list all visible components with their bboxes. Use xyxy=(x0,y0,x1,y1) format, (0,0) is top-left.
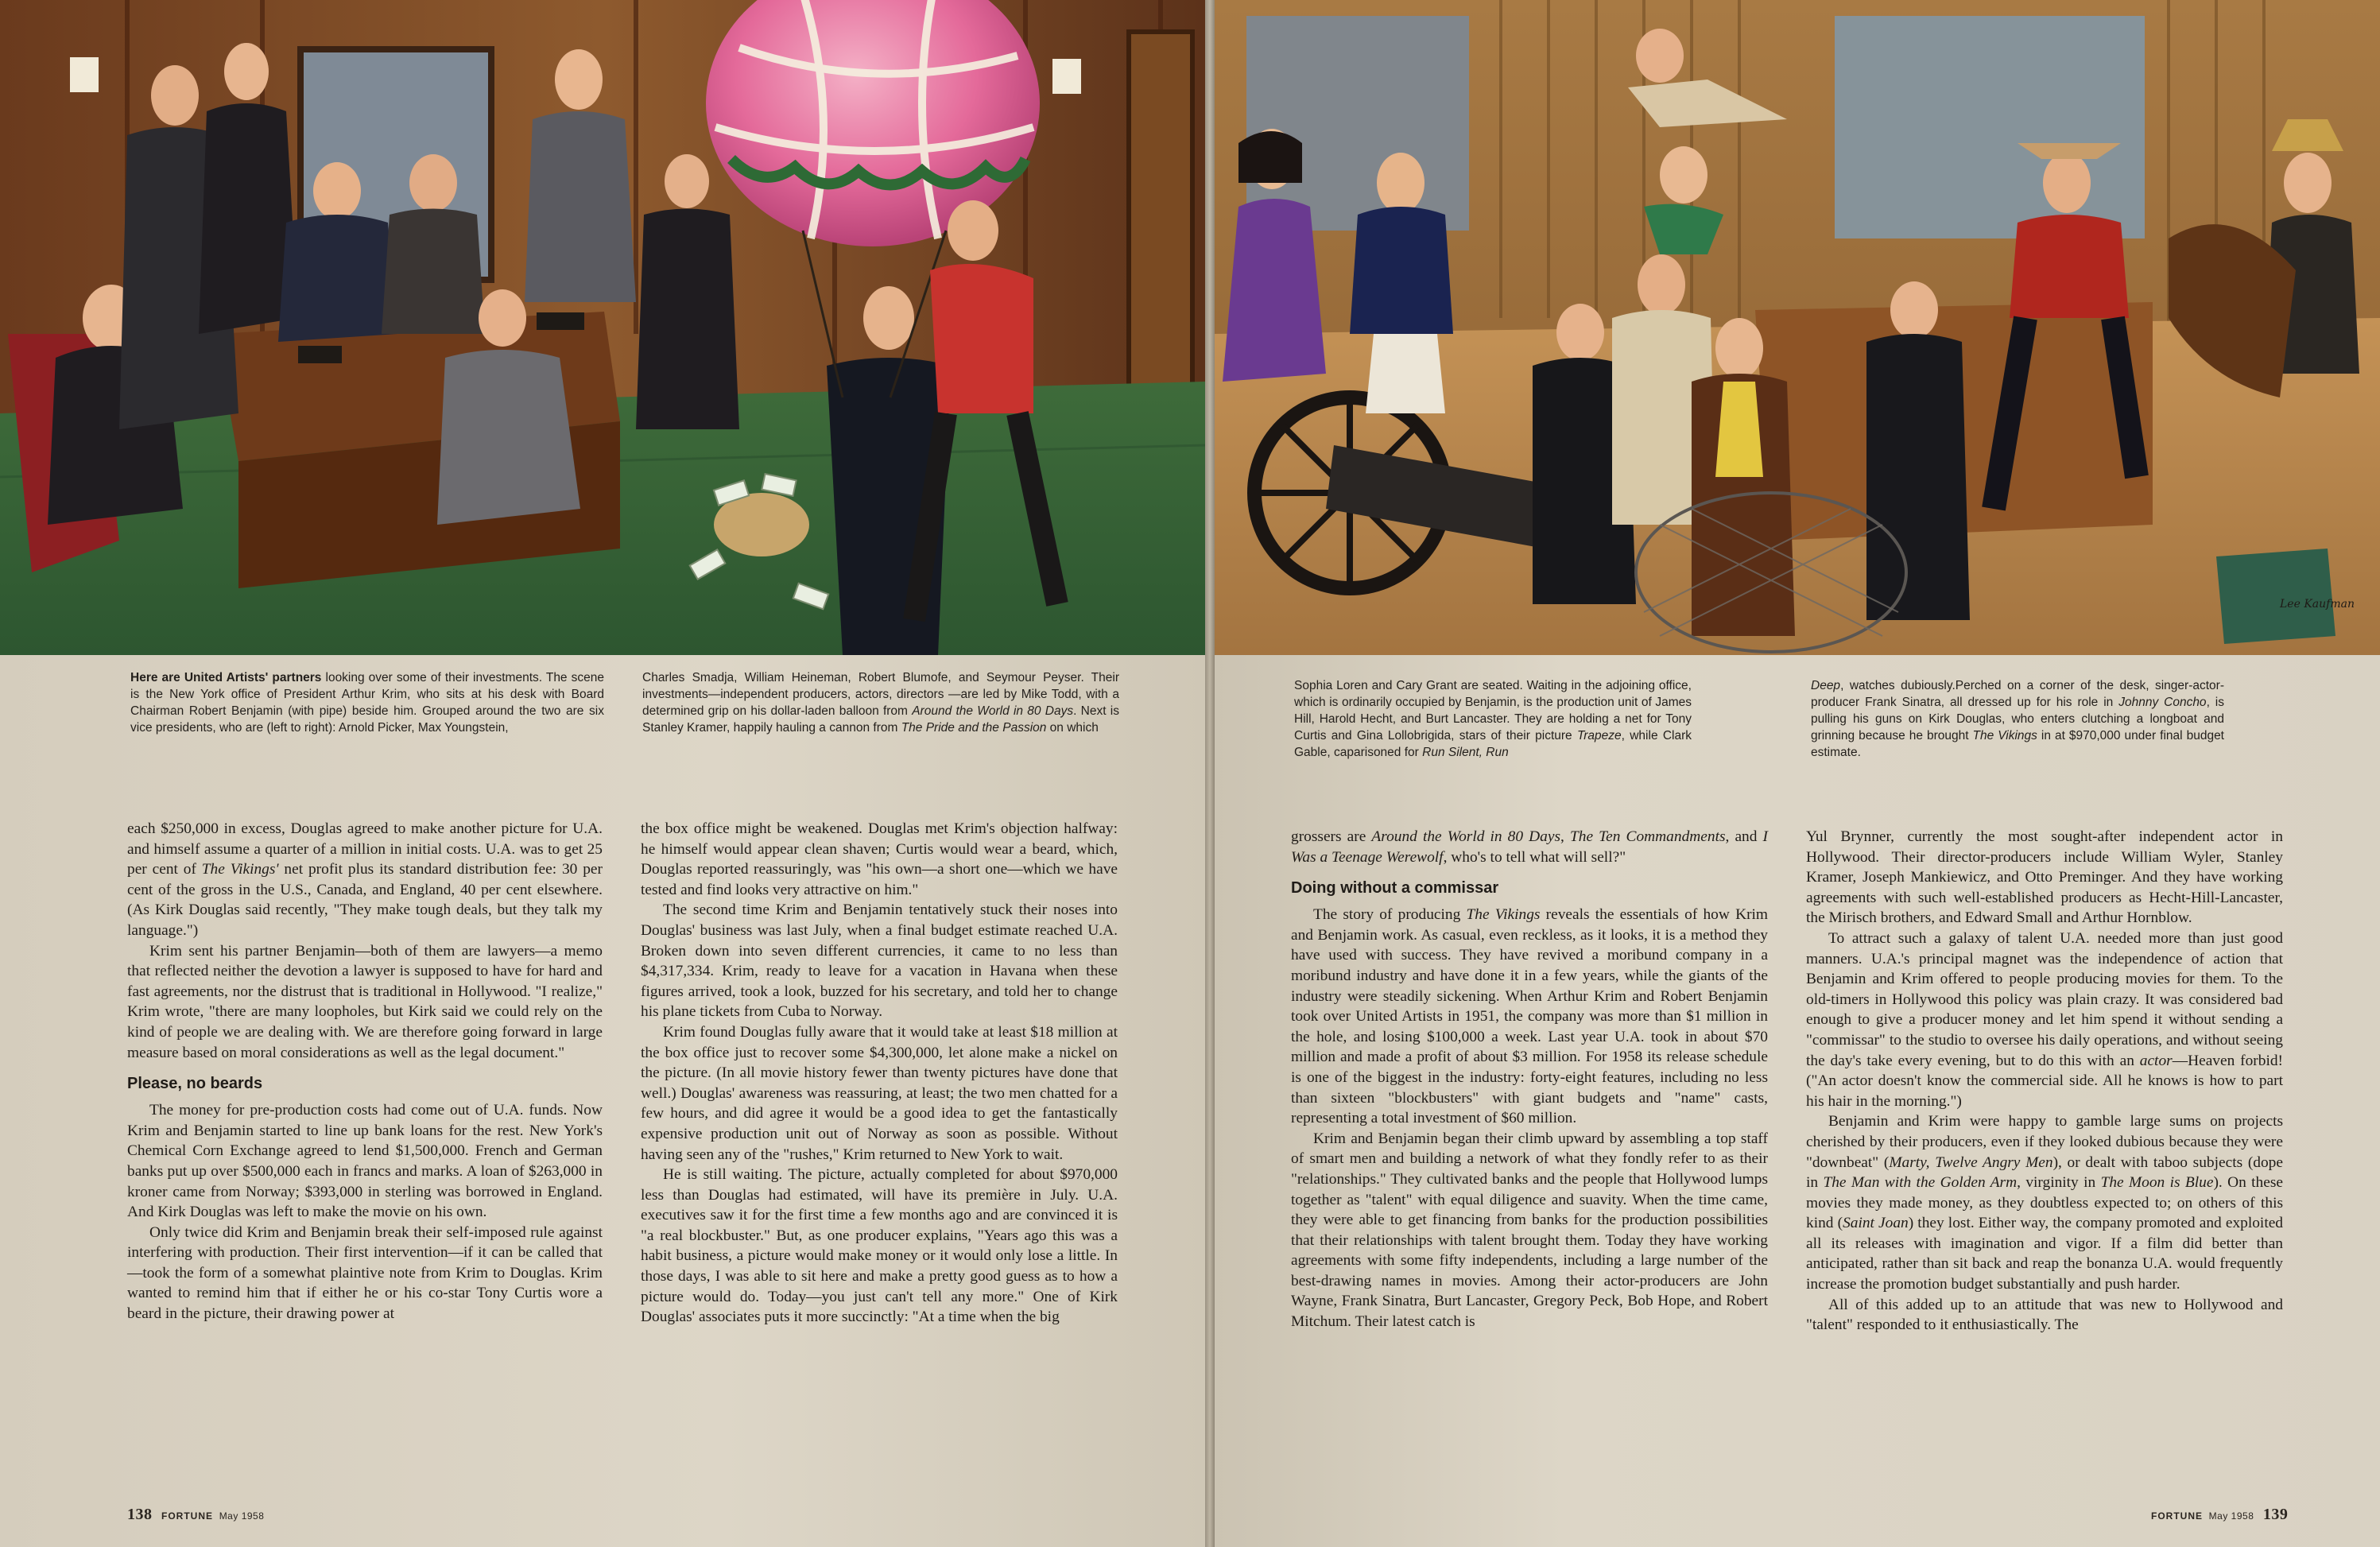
right-column-1 xyxy=(1291,827,1768,1332)
film-title: Saint Joan xyxy=(1843,1215,1909,1232)
paragraph: Krim and Benjamin began their climb upward by assembling a top staff of smart men and building a network of what they fondly refer to as their "relationships." They cultivated banks and the people that Hollywood lumps together as "talent" with equal diligence and suavity. When the time came, they were able to get financing from banks for the production possibilities that their relationships with talent brought them. Today they have working agreements with some fifty independents, including a large number of the best-drawing names in movies. Among their actor-producers are John Wayne, Frank Sinatra, Burt Lancaster, Gregory Peck, Bob Hope, and Robert Mitchum. Their latest catch is xyxy=(1291,1130,1768,1331)
section-heading: Doing without a commissar xyxy=(1291,879,1499,898)
issue-date: May 1958 xyxy=(2208,1510,2254,1522)
paragraph xyxy=(127,819,603,941)
text: ), or dealt with taboo subjects (dope in xyxy=(1806,1153,2283,1192)
caption-text: on which xyxy=(1046,721,1099,735)
film-title: The Man with the Golden Arm xyxy=(1823,1174,2018,1192)
right-caption-col2 xyxy=(1811,677,2224,761)
text: —Heaven forbid! ("An actor doesn't know the commercial side. All he knows is how to part his hair in the morning.") xyxy=(1806,1052,2283,1110)
film-title: Run Silent, Run xyxy=(1422,746,1509,759)
caption-lead: Here are United Artists' partners xyxy=(130,671,322,684)
caption-text: looking over some of their investments. The scene is the New York office of President Arthur Krim, who sits at his desk with Board Chairman Robert Benjamin (with pipe) beside him. Grouped around the two are six vice presidents, who are (left to right): Arnold Picker, Max Youngstein, xyxy=(130,671,604,735)
film-title: Marty, Twelve Angry Men xyxy=(1889,1153,2053,1171)
page-number: 139 xyxy=(2262,1506,2289,1523)
magazine-name: FORTUNE xyxy=(2151,1510,2203,1522)
left-column-2 xyxy=(641,819,1118,1328)
text: , who's to tell what will sell?" xyxy=(1443,848,1626,866)
artist-signature: Lee Kaufman xyxy=(2280,598,2355,611)
film-title: Deep xyxy=(1811,679,1841,692)
film-title: Johnny Concho xyxy=(2118,696,2207,709)
office-painting xyxy=(0,0,1205,655)
left-illustration xyxy=(0,0,1205,655)
emphasis: actor xyxy=(2139,1052,2173,1069)
paragraph: Only twice did Krim and Benjamin break their self-imposed rule against interfering with production. Their first intervention—if it can be called that—took the form of a somewhat plaintive note from Krim to Douglas. Krim wanted to remind him that if either he or his co-star Tony Curtis wore a beard in the picture, their drawing power at xyxy=(127,1223,603,1323)
section-heading: Please, no beards xyxy=(127,1075,263,1093)
film-title: Around the World in 80 Days xyxy=(912,704,1074,718)
film-title: The Pride and the Passion xyxy=(901,721,1047,735)
film-title: Trapeze xyxy=(1576,729,1622,742)
text: net profit plus its standard distribution fee: 30 per cent of the gross in the U.S., Canada, and England, 40 per cent elsewhere. (As Kirk Douglas said recently, "They make tough deals, but they talk my language.") xyxy=(127,861,603,939)
text: grossers are xyxy=(1291,828,1372,845)
text: The story of producing xyxy=(1313,906,1467,924)
paragraph: Krim sent his partner Benjamin—both of them are lawyers—a memo that reflected neither the devotion a lawyer is supposed to have for hard and fast agreements, nor the distrust that is traditional in Hollywood. "I realize," Krim wrote, "there are many loopholes, but Kirk said we could rely on the kind of people we are dealing with. We are therefore going forward in large measure based on moral considerations as well as the legal document." xyxy=(127,942,603,1061)
caption-text: , watches dubiously.Perched on a corner of the desk, singer-actor-producer Frank Sinatra, all dressed up for his role in xyxy=(1811,679,2224,709)
left-folio xyxy=(127,1506,264,1524)
paragraph: the box office might be weakened. Douglas met Krim's objection halfway: he himself would appear clean shaven; Curtis would wear a beard, which, Douglas reported reassuringly, was "his own—a short one—which we have tested and find looks very attractive on him." xyxy=(641,820,1118,898)
right-illustration xyxy=(1215,0,2380,655)
film-title: The Moon is Blue xyxy=(2100,1174,2214,1192)
right-folio xyxy=(2151,1506,2288,1524)
caption-text: , while Clark Gable, caparisoned for xyxy=(1294,729,1692,759)
hollywood-painting xyxy=(1215,0,2380,655)
film-title: The Vikings xyxy=(1466,906,1541,924)
right-column-2 xyxy=(1806,827,2283,1336)
magazine-name: FORTUNE xyxy=(161,1510,214,1522)
text: To attract such a galaxy of talent U.A. needed more than just good manners. U.A.'s principal magnet was the independence of action that Benjamin and Krim offered to people producing movies for them. To the old-timers in Hollywood this policy was plain crazy. It was considered bad enough to give a producer money and let him spend it without sending a "commissar" to the studio to oversee his daily operations, and without seeing the day's take every evening, but to do this with an xyxy=(1806,929,2283,1069)
paragraph: The money for pre-production costs had come out of U.A. funds. Now Krim and Benjamin started to line up bank loans for the rest. New York's Chemical Corn Exchange agreed to lend $1,500,000. French and German banks put up over $500,000 each in francs and marks. A loan of $263,000 in kroner came from Norway; $393,000 in sterling was borrowed in England. And Kirk Douglas was left to make the movie on his own. xyxy=(127,1102,603,1221)
text: , virginity in xyxy=(2017,1174,2101,1192)
paragraph: Krim found Douglas fully aware that it would take at least $18 million at the box office just to recover some $4,300,000, let alone make a nickel on the picture. (In all movie history fewer than twenty pictures have done that well.) Douglas' awareness was reassuring, at least; the two men chatted for a few hours, and did agree it would be a good idea to get the fantastically expensive production unit out of Norway as soon as possible. Without having seen any of the "rushes," Krim returned to New York to wait. xyxy=(641,1023,1118,1163)
film-title: The Vikings xyxy=(1972,729,2037,742)
gutter xyxy=(1205,0,1215,1547)
film-title: Around the World in 80 Days xyxy=(1371,828,1561,845)
left-caption-col1 xyxy=(130,669,604,736)
paragraph xyxy=(1291,905,1768,1129)
right-page xyxy=(1215,0,2380,1547)
caption-text: Sophia Loren and Cary Grant are seated. Waiting in the adjoining office, which is ordinarily occupied by Benjamin, is the production unit of James Hill, Harold Hecht, and Burt Lancaster. They are holding a net for Tony Curtis and Gina Lollobrigida, stars of their picture xyxy=(1294,679,1692,742)
film-title: The Ten Commandments xyxy=(1569,828,1726,845)
text: ). On these movies they made money, as they doubtless expected to; on others of this kind ( xyxy=(1806,1174,2284,1232)
text: reveals the essentials of how Krim and Benjamin work. As casual, even reckless, as it looks, it is a method they have used with success. They have revived a moribund company in a moribund industry and have done it in a few years, while the giants of the industry were steadily sickening. When Arthur Krim and Robert Benjamin took over United Artists in 1951, the company was more than $1 million in the hole, and losing $100,000 a week. Last year U.A. took in about $70 million and made a profit of about $3 million. For 1958 its release schedule is one of the biggest in the industry: forty-eight features, including no less than sixteen "blockbusters" with giant budgets and "name" casts, representing a total investment of $60 million. xyxy=(1291,906,1768,1127)
caption-text: in at $970,000 under final budget estimate. xyxy=(1811,729,2224,759)
issue-date: May 1958 xyxy=(219,1510,265,1522)
paragraph xyxy=(1806,929,2283,1111)
text: each $250,000 in excess, Douglas agreed to make another picture for U.A. and himself assume a quarter of a million in initial costs. U.A. was to get 25 per cent of xyxy=(127,820,603,878)
caption-text: Charles Smadja, William Heineman, Robert Blumofe, and Seymour Peyser. Their investments—independent producers, actors, directors —are led by Mike Todd, with a determined grip on his dollar-laden balloon from xyxy=(642,671,1119,718)
text: , xyxy=(1560,828,1570,845)
right-caption-col1 xyxy=(1294,677,1692,761)
text: Benjamin and Krim were happy to gamble large sums on projects cherished by their producers, even if they looked dubious because they were "downbeat" ( xyxy=(1806,1113,2283,1171)
paragraph: Yul Brynner, currently the most sought-after independent actor in Hollywood. Their director-producers include William Wyler, Stanley Kramer, Joseph Mankiewicz, and Otto Preminger. And they have working agreements with such well-established producers as Hecht-Hill-Lancaster, the Mirisch brothers, and Edward Small and Arthur Hornblow. xyxy=(1806,828,2283,927)
film-title: The Vikings' xyxy=(201,861,279,878)
film-title: I Was a Teenage Werewolf xyxy=(1291,828,1768,866)
page-number: 138 xyxy=(127,1506,153,1523)
paragraph: All of this added up to an attitude that was new to Hollywood and "talent" responded to it enthusiastically. The xyxy=(1806,1296,2283,1334)
caption-text: . Next is Stanley Kramer, happily hauling a cannon from xyxy=(642,704,1120,735)
text: ) they lost. Either way, the company promoted and exploited all its releases with imagination and vigor. If a film did better than anticipated, rather than sit back and reap the bonanza U.A. would frequently increase the promotion budget substantially and push harder. xyxy=(1806,1215,2284,1293)
paragraph xyxy=(1291,827,1768,867)
text: , and xyxy=(1725,828,1763,845)
paragraph: He is still waiting. The picture, actually completed for about $970,000 less than Douglas had estimated, will have its première in July. U.A. executives saw it for the first time a few months ago and are convinced it is "a real blockbuster." But, as one producer explains, "Years ago this was a habit business, a picture would make money or it would only lose a little. In those days, I was able to sit here and make a pretty good guess as to how a picture would do. Today—you just can't tell any more." One of Kirk Douglas' associates puts it more succinctly: "At a time when the big xyxy=(641,1166,1118,1326)
left-column-1 xyxy=(127,819,603,1324)
caption-text: , is pulling his guns on Kirk Douglas, who enters clutching a longboat and grinning because he brought xyxy=(1811,696,2224,742)
paragraph: The second time Krim and Benjamin tentatively stuck their noses into Douglas' business was last July, when a final budget estimate reached U.A. Broken down into seven different currencies, it came to no less than $4,317,334. Krim, ready to leave for a vacation in Havana when these figures arrived, took a look, buzzed for his secretary, and told her to change his plane tickets from Cuba to Norway. xyxy=(641,901,1118,1021)
left-caption-col2 xyxy=(642,669,1119,736)
paragraph xyxy=(1806,1111,2283,1294)
